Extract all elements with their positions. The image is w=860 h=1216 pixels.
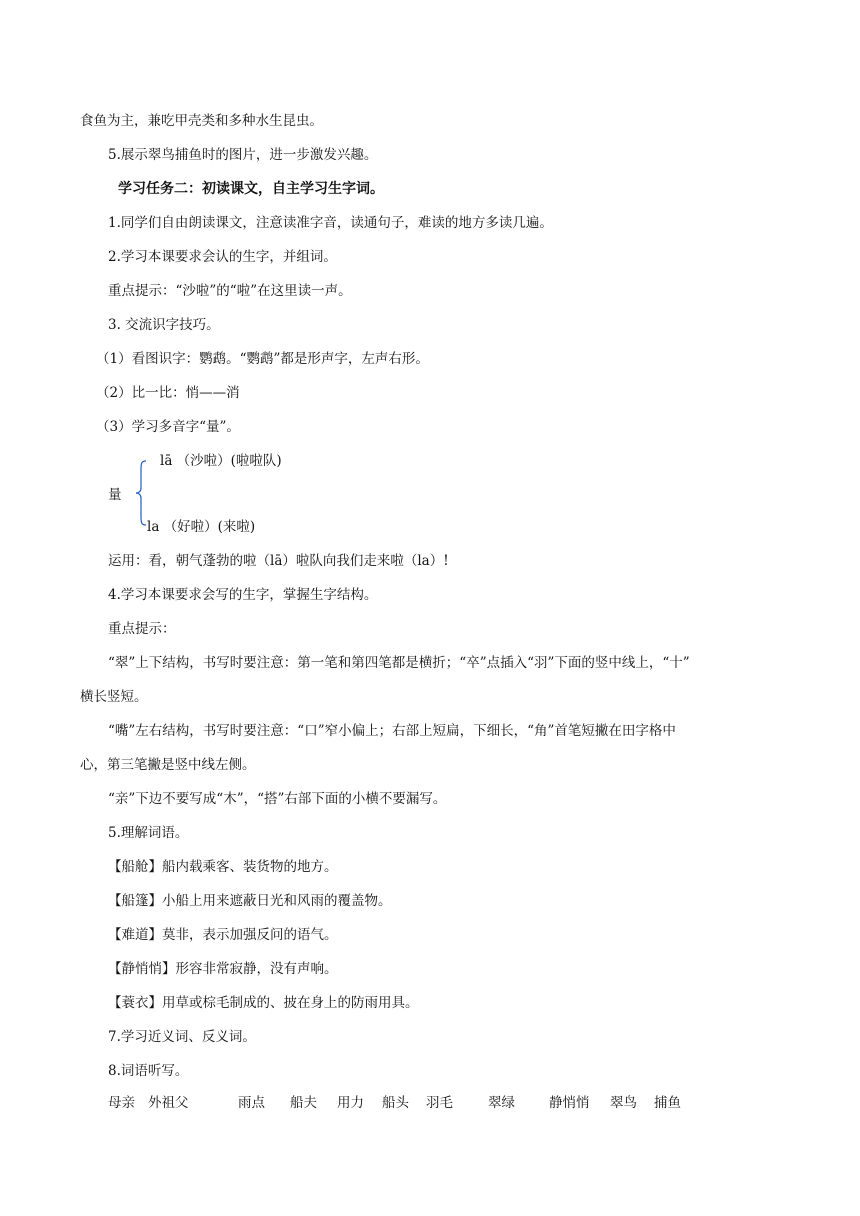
dictation-word: 羽毛 (426, 1095, 453, 1111)
dictation-word: 翠绿 (488, 1095, 515, 1111)
definition-line: 【静悄悄】形容非常寂静，没有声响。 (108, 961, 338, 977)
dictation-word: 母亲 (108, 1095, 135, 1111)
paragraph-line: “翠”上下结构，书写时要注意：第一笔和第四笔都是横折；“卒”点插入“羽”下面的竖中线上，“十” (108, 655, 690, 671)
paragraph-line: 7.学习近义词、反义词。 (108, 1029, 256, 1045)
paragraph-line: 4.学习本课要求会写的生字，掌握生字结构。 (108, 587, 378, 603)
paragraph-line: 3. 交流识字技巧。 (108, 317, 220, 333)
paragraph-line: 心，第三笔撇是竖中线左侧。 (80, 757, 256, 773)
dictation-word: 捕鱼 (654, 1095, 681, 1111)
paragraph-line: 食鱼为主，兼吃甲壳类和多种水生昆虫。 (80, 113, 323, 129)
paragraph-line: 8.词语听写。 (108, 1063, 189, 1079)
paragraph-line: “亲”下边不要写成“木”，“搭”右部下面的小横不要漏写。 (108, 791, 447, 807)
paragraph-line: （2）比一比：悄——消 (96, 385, 240, 401)
definition-line: 【船篷】小船上用来遮蔽日光和风雨的覆盖物。 (108, 893, 392, 909)
paragraph-line: 运用：看，朝气蓬勃的啦（lā）啦队向我们走来啦（la）! (108, 553, 449, 569)
paragraph-line: “嘴”左右结构，书写时要注意：“口”窄小偏上；右部上短扁，下细长，“角”首笔短撇在田字格中 (108, 723, 676, 739)
definition-line: 【蓑衣】用草或棕毛制成的、披在身上的防雨用具。 (108, 995, 419, 1011)
definition-line: 【船舱】船内载乘客、装货物的地方。 (108, 859, 338, 875)
paragraph-line: （1）看图识字：鹦鹉。“鹦鹉”都是形声字，左声右形。 (96, 351, 429, 367)
dictation-word: 雨点 (238, 1095, 265, 1111)
polyphonic-character: 量 (108, 487, 122, 503)
dictation-word: 船头 (382, 1095, 409, 1111)
dictation-word: 船夫 (290, 1095, 317, 1111)
pronunciation-la1: lā （沙啦）(啦啦队) (160, 453, 282, 469)
dictation-word: 静悄悄 (549, 1095, 590, 1111)
paragraph-line: 2.学习本课要求会认的生字，并组词。 (108, 249, 337, 265)
paragraph-line: 5.理解词语。 (108, 825, 189, 841)
section-heading: 学习任务二：初读课文，自主学习生字词。 (118, 181, 384, 197)
dictation-word: 翠鸟 (610, 1095, 637, 1111)
paragraph-line: 5.展示翠鸟捕鱼时的图片，进一步激发兴趣。 (108, 147, 378, 163)
paragraph-line: （3）学习多音字“量”。 (96, 419, 240, 435)
paragraph-line: 重点提示： (108, 621, 176, 637)
dictation-word: 用力 (337, 1095, 364, 1111)
paragraph-line: 横长竖短。 (80, 689, 148, 705)
dictation-word: 外祖父 (148, 1095, 189, 1111)
curly-brace-icon (135, 460, 147, 526)
paragraph-line: 重点提示：“沙啦”的“啦”在这里读一声。 (108, 283, 352, 299)
definition-line: 【难道】莫非，表示加强反问的语气。 (108, 927, 338, 943)
pronunciation-la: la （好啦）(来啦) (147, 519, 256, 535)
paragraph-line: 1.同学们自由朗读课文，注意读准字音，读通句子，难读的地方多读几遍。 (108, 215, 553, 231)
